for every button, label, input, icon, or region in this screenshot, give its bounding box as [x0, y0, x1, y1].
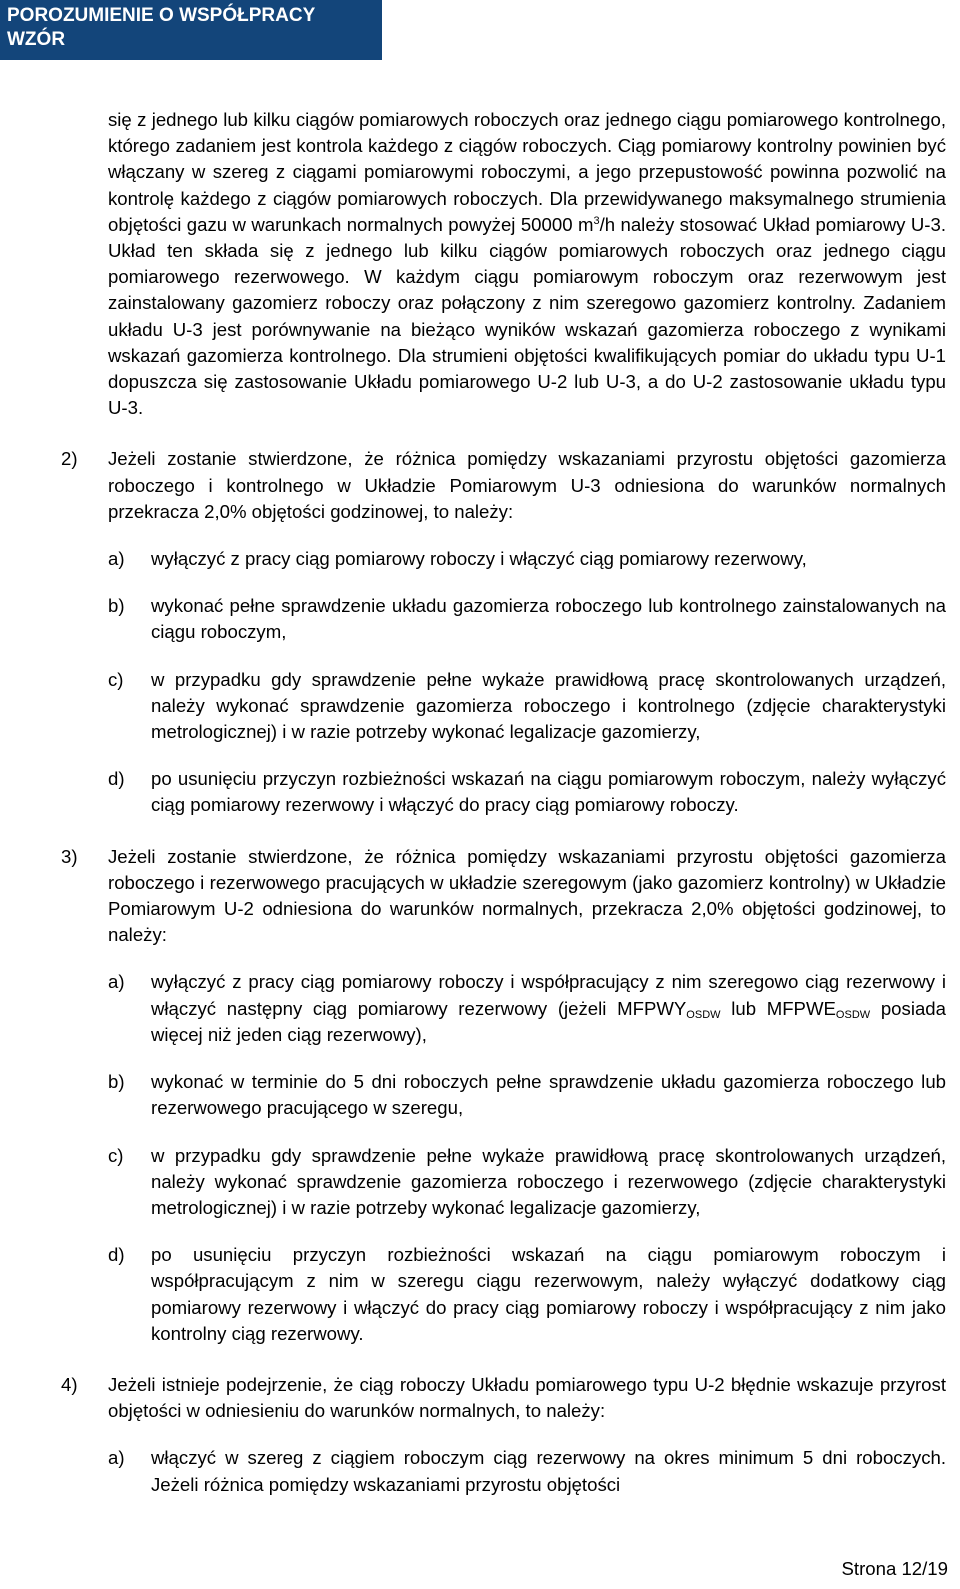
- sub-a-text-part1: wyłączyć z pracy ciąg pomiarowy roboczy i współpracujący z nim szeregowo ciąg rezerwowy i włączyć następny ciąg pomiarowy rezerwowy (jeżeli MFPWY: [151, 971, 946, 1019]
- intro-superscript: 3: [593, 214, 600, 227]
- sub-item-letter: a): [108, 971, 125, 993]
- sub-item-text: włączyć w szereg z ciągiem roboczym ciąg rezerwowy na okres minimum 5 dni roboczych. Jeżeli różnica pomiędzy wskazaniami przyrostu objętości: [151, 1447, 946, 1495]
- document-header-banner: [0, 0, 382, 60]
- sub-item-letter: d): [108, 768, 125, 790]
- sub-item-letter: c): [108, 668, 124, 690]
- item-number: 3): [61, 845, 78, 867]
- sub-item-letter: a): [108, 548, 125, 570]
- subscript-osdw-2: OSDW: [835, 1008, 871, 1021]
- item-2-sub-a: [108, 546, 946, 572]
- item-3-sub-b: [108, 1069, 946, 1121]
- item-3-sub-c: [108, 1143, 946, 1222]
- item-number: 2): [61, 448, 78, 470]
- item-2-sub-b: [108, 593, 946, 645]
- sub-item-text: po usunięciu przyczyn rozbieżności wskazań na ciągu pomiarowym roboczym, należy wyłączyć ciąg pomiarowy rezerwowy i włączyć do pracy ciąg pomiarowy roboczy.: [151, 768, 946, 816]
- intro-text-part1: się z jednego lub kilku ciągów pomiarowych roboczych oraz jednego ciągu pomiarowego kontrolnego, którego zadaniem jest kontrola każdego z ciągów roboczych. Ciąg pomiarowy kontrolny powinien być włączany w szereg z ciągami pomiarowymi roboczymi, a jego przepustowość powinna pozwolić na kontrolę każdego z ciągów pomiarowych roboczych. Dla przewidywanego maksymalnego strumienia objętości gazu w warunkach normalnych powyżej 50000 m: [108, 109, 946, 235]
- document-title: POROZUMIENIE O WSPÓŁPRACY: [7, 5, 316, 26]
- item-2-sub-c: [108, 667, 946, 746]
- subscript-osdw-1: OSDW: [686, 1008, 721, 1021]
- item-2-sub-d: [108, 766, 946, 818]
- document-subtitle: WZÓR: [7, 29, 66, 50]
- sub-item-text: wykonać pełne sprawdzenie układu gazomierza roboczego lub kontrolnego zainstalowanych na ciągu roboczym,: [151, 595, 946, 643]
- item-4-sub-a: [108, 1445, 946, 1497]
- sub-item-text: [151, 969, 946, 1048]
- item-text: Jeżeli zostanie stwierdzone, że różnica pomiędzy wskazaniami przyrostu objętości gazomierza roboczego i rezerwowego pracujących w układzie szeregowym (jako gazomierz kontrolny) w Układzie Pomiarowym U-2 odniesiona do warunków normalnych, przekracza 2,0% objętości godzinowej, to należy:: [108, 845, 946, 946]
- numbered-item-4: [61, 1372, 946, 1424]
- numbered-item-3: [61, 844, 946, 949]
- sub-item-text: wyłączyć z pracy ciąg pomiarowy roboczy i włączyć ciąg pomiarowy rezerwowy,: [151, 548, 807, 570]
- intro-text-part2: /h należy stosować Układ pomiarowy U-3. Układ ten składa się z jednego lub kilku ciągów pomiarowych roboczych oraz jednego ciągu pomiarowego rezerwowego. W każdym ciągu pomiarowym roboczym oraz rezerwowym jest zainstalowany gazomierz roboczy oraz połączony z nim szeregowo gazomierz kontrolny. Zadaniem układu U-3 jest porównywanie na bieżąco wyników wskazań gazomierza roboczego z wynikami wskazań gazomierza kontrolnego. Dla strumieni objętości kwalifikujących pomiar do układu typu U-1 dopuszcza się zastosowanie Układu pomiarowego U-2 lub U-3, a do U-2 zastosowanie układu typu U-3.: [108, 213, 946, 419]
- sub-a-text-part3: posiada więcej niż jeden ciąg rezerwowy),: [151, 997, 946, 1045]
- item-3-sub-a: [108, 969, 946, 1048]
- sub-item-letter: b): [108, 595, 125, 617]
- document-body: [61, 107, 946, 1498]
- sub-item-text: po usunięciu przyczyn rozbieżności wskazań na ciągu pomiarowym roboczym i współpracującym z nim w szeregu ciągu rezerwowym, należy wyłączyć dodatkowy ciąg pomiarowy rezerwowy i włączyć do pracy ciąg pomiarowy roboczy i współpracujący z nim jako kontrolny ciąg rezerwowy.: [151, 1244, 946, 1344]
- sub-item-text: wykonać w terminie do 5 dni roboczych pełne sprawdzenie układu gazomierza roboczego lub rezerwowego pracującego w szeregu,: [151, 1071, 946, 1119]
- sub-item-text: w przypadku gdy sprawdzenie pełne wykaże prawidłową pracę skontrolowanych urządzeń, należy wykonać sprawdzenie gazomierza roboczego i rezerwowego (zdjęcie charakterystyki metrologicznej) i w razie potrzeby wykonać legalizacje gazomierzy,: [151, 1144, 946, 1218]
- page-number: Strona 12/19: [841, 1558, 948, 1579]
- item-3-sub-d: [108, 1242, 946, 1347]
- sub-item-letter: c): [108, 1144, 124, 1166]
- item-number: 4): [61, 1373, 78, 1395]
- sub-item-letter: d): [108, 1244, 125, 1266]
- sub-item-letter: a): [108, 1447, 125, 1469]
- sub-a-text-part2: lub MFPWE: [720, 997, 836, 1019]
- item-text: Jeżeli zostanie stwierdzone, że różnica pomiędzy wskazaniami przyrostu objętości gazomierza roboczego i kontrolnego w Układzie Pomiarowym U-3 odniesiona do warunków normalnych przekracza 2,0% objętości godzinowej, to należy:: [108, 448, 946, 522]
- numbered-item-2: [61, 446, 946, 525]
- item-text: Jeżeli istnieje podejrzenie, że ciąg roboczy Układu pomiarowego typu U-2 błędnie wskazuje przyrost objętości w odniesieniu do warunków normalnych, to należy:: [108, 1373, 946, 1422]
- sub-item-text: w przypadku gdy sprawdzenie pełne wykaże prawidłową pracę skontrolowanych urządzeń, należy wykonać sprawdzenie gazomierza roboczego i kontrolnego (zdjęcie charakterystyki metrologicznej) i w razie potrzeby wykonać legalizacje gazomierzy,: [151, 668, 946, 743]
- sub-item-letter: b): [108, 1071, 125, 1093]
- intro-paragraph: [108, 107, 946, 421]
